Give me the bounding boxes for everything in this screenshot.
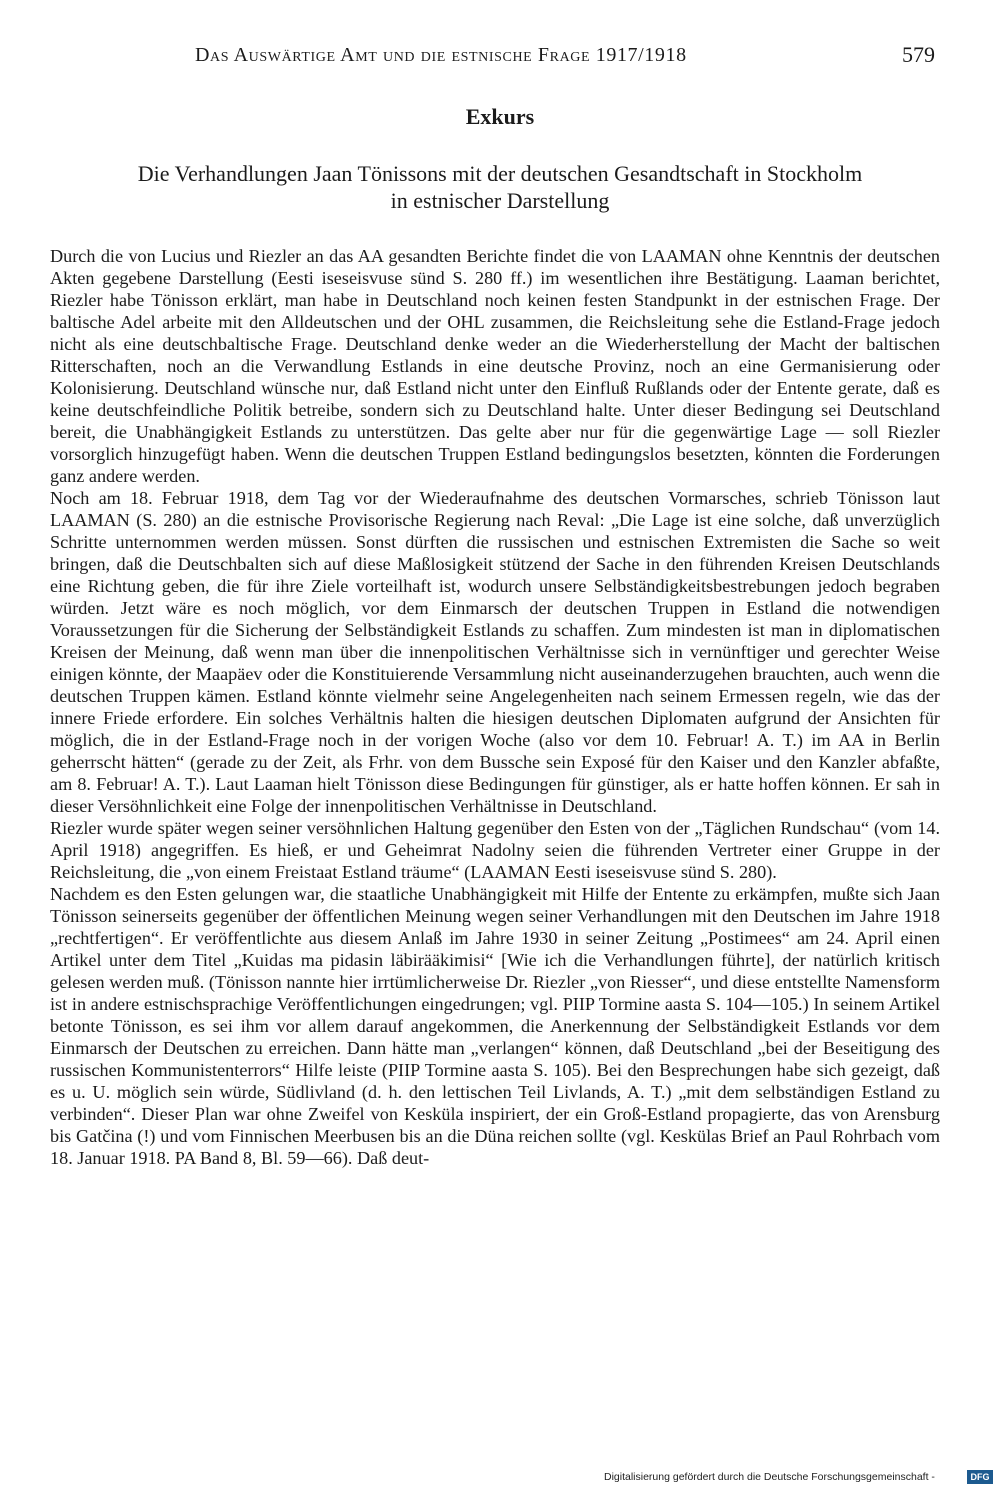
running-title: Das Auswärtige Amt und die estnische Frage 1917/1918 (195, 44, 687, 66)
running-head (0, 40, 1000, 80)
page-number: 579 (902, 42, 935, 67)
dfg-logo-icon: DFG (967, 1470, 993, 1484)
paragraph: Durch die von Lucius und Riezler an das AA gesandten Berichte findet die von LAAMAN ohne Kenntnis der deutschen Akten gegebene Darstellung (Eesti iseseisvuse sünd S. 280 ff.) im wesentlichen ihre Bestätigung. Laaman berichtet, Riezler habe Tönisson erklärt, man habe in Deutschland noch keinen festen Standpunkt in der estnischen Frage. Der baltische Adel arbeite mit den Alldeutschen und der OHL zusammen, die Reichsleitung sehe die Estland-Frage jedoch nicht als eine deutschbaltische Frage. Deutschland denke weder an die Wiederherstellung der Macht der baltischen Ritterschaften, noch an die Verwandlung Estlands in eine deutsche Provinz, noch an eine Germanisierung oder Kolonisierung. Deutschland wünsche nur, daß Estland nicht unter den Einfluß Rußlands oder der Entente gerate, daß es keine deutschfeindliche Politik betreibe, sondern sich zu Deutschland halte. Unter dieser Bedingung sei Deutschland bereit, die Unabhängigkeit Estlands zu unterstützen. Das gelte aber nur für die gegenwärtige Lage — soll Riezler vorsorglich hinzugefügt haben. Wenn die deutschen Truppen Estland bedingungslos besetzten, könnten die Forderungen ganz andere werden. (50, 246, 940, 486)
chapter-title-line-2: in estnischer Darstellung (390, 188, 610, 213)
chapter-title-line-1: Die Verhandlungen Jaan Tönissons mit der deutschen Gesandtschaft in Stockholm (137, 161, 863, 186)
paragraph: Noch am 18. Februar 1918, dem Tag vor der Wiederaufnahme des deutschen Vormarsches, schrieb Tönisson laut LAAMAN (S. 280) an die estnische Provisorische Regierung nach Reval: „Die Lage ist eine solche, daß unverzüglich Schritte unternommen werden müssen. Sonst dürften die russischen und estnischen Extremisten die Sache so weit bringen, daß die Deutschbalten sich auf diese Maßlosigkeit stützend der Sache in den führenden Kreisen Deutschlands eine Richtung geben, die für ihre Ziele vorteilhaft ist, wodurch unsere Selbständigkeitsbestrebungen jedoch begraben würden. Jetzt wäre es noch möglich, vor dem Einmarsch der deutschen Truppen in Estland die notwendigen Voraussetzungen für die Sicherung der Selbständigkeit Estlands zu schaffen. Zum mindesten ist man in diplomatischen Kreisen der Meinung, daß wenn man über die innenpolitischen Verhältnisse sich in vernünftiger und gerechter Weise einigen könnte, der Maapäev oder die Konstituierende Versammlung nicht auseinanderzugehen brauchten, auch wenn die deutschen Truppen kämen. Estland könnte vielmehr seine Angelegenheiten nach seinem Ermessen regeln, wie das der innere Friede erfordere. Ein solches Verhältnis halten die hiesigen deutschen Diplomaten aufgrund der Ansichten für möglich, die in der Estland-Frage noch in der vorigen Woche (also vor dem 10. Februar! A. T.) im AA in Berlin geherrscht hätten“ (gerade zu der Zeit, als Frhr. von dem Bussche sein Exposé für den Kaiser und den Kanzler abfaßte, am 8. Februar! A. T.). Laut Laaman hielt Tönisson diese Bedingungen für günstiger, als er hatte hoffen können. Er sah in dieser Versöhnlichkeit eine Folge der innenpolitischen Verhältnisse in Deutschland. (50, 488, 940, 816)
paragraph: Riezler wurde später wegen seiner versöhnlichen Haltung gegenüber den Esten von der „Täglichen Rundschau“ (vom 14. April 1918) angegriffen. Es hieß, er und Geheimrat Nadolny seien die führenden Vertreter einer Gruppe in der Reichsleitung, die „von einem Freistaat Estland träume“ (LAAMAN Eesti iseseisvuse sünd S. 280). (50, 818, 940, 882)
chapter-title (50, 160, 950, 214)
paragraph: Nachdem es den Esten gelungen war, die staatliche Unabhängigkeit mit Hilfe der Entente zu erkämpfen, mußte sich Jaan Tönisson seinerseits gegenüber der öffentlichen Meinung wegen seiner Verhandlungen mit den Deutschen im Jahre 1918 „rechtfertigen“. Er veröffentlichte aus diesem Anlaß im Jahre 1930 in seiner Zeitung „Postimees“ am 24. April einen Artikel unter dem Titel „Kuidas ma pidasin läbirääkimisi“ [Wie ich die Verhandlungen führte], der natürlich kritisch gelesen werden muß. (Tönisson nannte hier irrtümlicherweise Dr. Riezler „von Riesser“, und diese entstellte Namensform ist in andere estnischsprachige Veröffentlichungen eingedrungen; vgl. PIIP Tormine aasta S. 104—105.) In seinem Artikel betonte Tönisson, es sei ihm vor allem darauf angekommen, die Anerkennung der Selbständigkeit Estlands vor dem Einmarsch der Deutschen zu erreichen. Dann hätte man „verlangen“ können, daß Deutschland „bei der Beseitigung des russischen Kommunistenterrors“ Hilfe leiste (PIIP Tormine aasta S. 105). Bei den Besprechungen habe sich gezeigt, daß es u. U. möglich sein würde, Südlivland (d. h. den lettischen Teil Livlands, A. T.) „mit dem selbständigen Estland zu verbinden“. Dieser Plan war ohne Zweifel von Kesküla inspiriert, der ein Groß-Estland propagierte, das von Arensburg bis Gatčina (!) und vom Finnischen Meerbusen bis an die Düna reichen sollte (vgl. Keskülas Brief an Paul Rohrbach vom 18. Januar 1918. PA Band 8, Bl. 59—66). Daß deut- (50, 884, 940, 1168)
digitization-footer (600, 1470, 995, 1486)
section-heading: Exkurs (465, 104, 535, 129)
body-text (50, 245, 940, 1169)
footer-text: Digitalisierung gefördert durch die Deutsche Forschungsgemeinschaft - (604, 1471, 935, 1483)
